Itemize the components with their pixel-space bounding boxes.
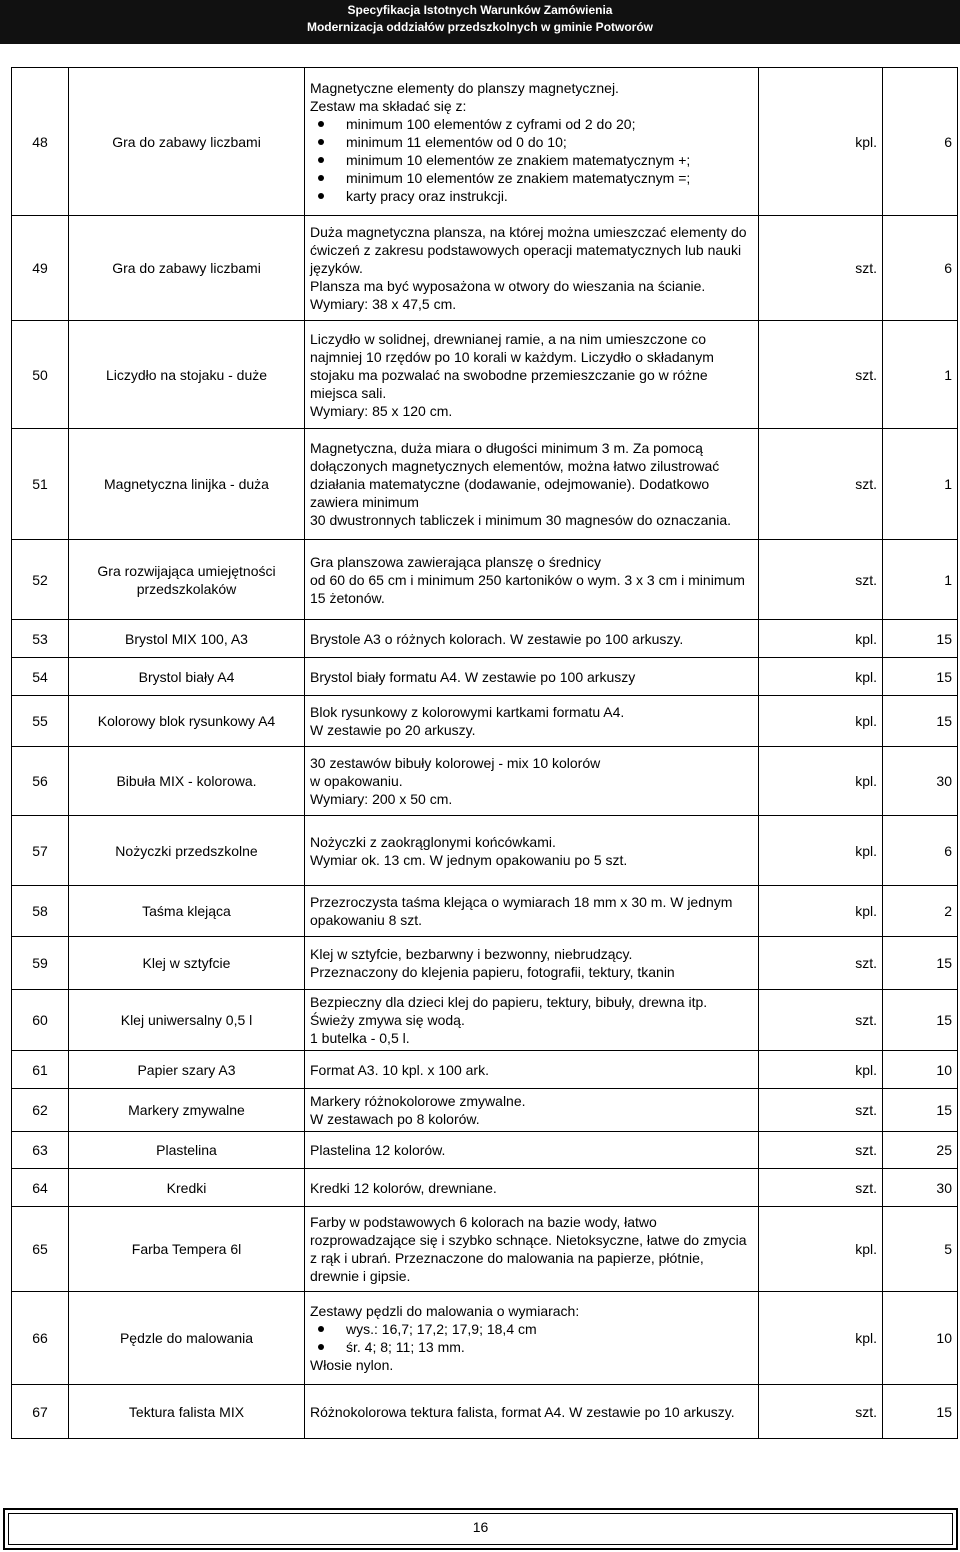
item-description [305,1385,759,1439]
item-unit: szt. [759,1169,883,1207]
description-line: Wymiary: 85 x 120 cm. [310,402,453,419]
item-unit: kpl. [759,1207,883,1292]
description-bullet-list [310,115,753,205]
item-quantity: 6 [883,216,958,321]
item-number: 50 [12,321,69,429]
table-row [12,620,958,658]
description-line: Wymiar ok. 13 cm. W jednym opakowaniu po 5 szt. [310,851,628,868]
item-number: 51 [12,429,69,540]
item-unit: kpl. [759,886,883,937]
item-quantity: 1 [883,429,958,540]
item-number: 67 [12,1385,69,1439]
item-name: Papier szary A3 [69,1051,305,1089]
description-line: Blok rysunkowy z kolorowymi kartkami formatu A4. [310,704,625,720]
description-line: Nożyczki z zaokrąglonymi końcówkami. [310,833,556,850]
item-quantity: 1 [883,321,958,429]
description-line: Brystole A3 o różnych kolorach. W zestawie po 100 arkuszy. [310,630,684,647]
item-name: Nożyczki przedszkolne [69,816,305,886]
description-line: Magnetyczne elementy do planszy magnetycznej. [310,79,619,96]
item-name: Plastelina [69,1132,305,1169]
description-line: Format A3. 10 kpl. x 100 ark. [310,1061,489,1078]
description-line: Magnetyczna, duża miara o długości minimum 3 m. Za pomocą dołączonych magnetycznych elementów, można łatwo zilustrować działania matematyczne (dodawanie, odejmowanie). Dodatkowo zawiera minimum [310,440,720,510]
description-bullet-item: wys.: 16,7; 17,2; 17,9; 18,4 cm [346,1320,753,1338]
description-bullet-list [310,1320,753,1356]
item-number: 53 [12,620,69,658]
item-description [305,747,759,816]
table-row [12,937,958,990]
item-description [305,429,759,540]
item-quantity: 6 [883,68,958,216]
item-quantity: 10 [883,1051,958,1089]
item-description [305,886,759,937]
item-unit: kpl. [759,816,883,886]
description-line: Różnokolorowa tektura falista, format A4. W zestawie po 10 arkuszy. [310,1403,735,1420]
table-row [12,216,958,321]
item-number: 66 [12,1292,69,1385]
item-unit: szt. [759,429,883,540]
table-row [12,816,958,886]
document-title: Specyfikacja Istotnych Warunków Zamówienia [347,3,613,17]
item-unit: kpl. [759,696,883,747]
item-description [305,658,759,696]
item-name: Brystol biały A4 [69,658,305,696]
description-bullet-item: śr. 4; 8; 11; 13 mm. [346,1338,753,1356]
item-description [305,937,759,990]
table-row [12,1207,958,1292]
table-row [12,1132,958,1169]
item-number: 57 [12,816,69,886]
specification-table-body [12,68,958,1439]
item-quantity: 1 [883,540,958,620]
item-quantity: 6 [883,816,958,886]
description-line: Włosie nylon. [310,1357,394,1373]
description-line: Liczydło w solidnej, drewnianej ramie, a na nim umieszczone co najmniej 10 rzędów po 10 korali w każdym. Liczydło o składanym stojaku ma pozwalać na swobodne przemieszczanie go w różne miejsca sali. [310,330,714,401]
description-line: od 60 do 65 cm i minimum 250 kartoników o wym. 3 x 3 cm i minimum 15 żetonów. [310,571,745,606]
table-row [12,747,958,816]
document-subtitle: Modernizacja oddziałów przedszkolnych w gminie Potworów [306,20,654,34]
item-quantity: 2 [883,886,958,937]
item-description [305,696,759,747]
description-line: 1 butelka - 0,5 l. [310,1030,410,1046]
item-name: Klej w sztyfcie [69,937,305,990]
item-name: Pędzle do malowania [69,1292,305,1385]
description-line: Klej w sztyfcie, bezbarwny i bezwonny, niebrudzący. [310,946,633,962]
item-unit: szt. [759,216,883,321]
item-number: 49 [12,216,69,321]
description-line: Brystol biały formatu A4. W zestawie po 100 arkuszy [310,668,636,685]
item-unit: kpl. [759,1292,883,1385]
item-number: 64 [12,1169,69,1207]
description-line: Duża magnetyczna plansza, na której można umieszczać elementy do ćwiczeń z zakresu podstawowych operacji matematycznych lub nauki języków. [310,224,747,276]
item-name: Markery zmywalne [69,1089,305,1132]
table-row [12,321,958,429]
item-unit: szt. [759,321,883,429]
item-name: Brystol MIX 100, A3 [69,620,305,658]
item-name: Klej uniwersalny 0,5 l [69,990,305,1051]
description-line: Gra planszowa zawierająca planszę o średnicy [310,553,602,570]
table-row [12,429,958,540]
item-unit: szt. [759,937,883,990]
description-line: Przeznaczony do klejenia papieru, fotografii, tektury, tkanin [310,964,675,980]
item-quantity: 15 [883,1385,958,1439]
item-unit: kpl. [759,68,883,216]
description-line: Markery różnokolorowe zmywalne. [310,1093,526,1109]
item-unit: szt. [759,1132,883,1169]
item-number: 58 [12,886,69,937]
description-line: Bezpieczny dla dzieci klej do papieru, tektury, bibuły, drewna itp. Świeży zmywa się wodą. [310,994,708,1028]
item-description [305,1051,759,1089]
item-quantity: 25 [883,1132,958,1169]
description-bullet-item: minimum 10 elementów ze znakiem matematycznym +; [346,151,753,169]
item-description [305,216,759,321]
item-description [305,1207,759,1292]
item-unit: kpl. [759,747,883,816]
item-quantity: 30 [883,1169,958,1207]
item-quantity: 30 [883,747,958,816]
item-unit: szt. [759,990,883,1051]
description-line: 30 dwustronnych tabliczek i minimum 30 magnesów do oznaczania. [310,512,731,528]
item-name: Magnetyczna linijka - duża [69,429,305,540]
item-description [305,1132,759,1169]
item-description [305,816,759,886]
item-number: 61 [12,1051,69,1089]
description-line: Farby w podstawowych 6 kolorach na bazie wody, łatwo rozprowadzające się i szybko schnące. Nietoksyczne, łatwe do zmycia z rąk i ubrań. Przeznaczone do malowania na papierze, płótnie, drewnie i gipsie. [310,1214,747,1284]
table-row [12,1292,958,1385]
item-description [305,1169,759,1207]
item-description [305,321,759,429]
description-line: 30 zestawów bibuły kolorowej - mix 10 kolorów [310,755,601,771]
item-quantity: 15 [883,1089,958,1132]
item-number: 52 [12,540,69,620]
item-name: Kolorowy blok rysunkowy A4 [69,696,305,747]
table-row [12,1385,958,1439]
item-unit: szt. [759,1089,883,1132]
item-unit: kpl. [759,1051,883,1089]
description-line: Wymiary: 200 x 50 cm. [310,791,453,807]
description-bullet-item: minimum 11 elementów od 0 do 10; [346,133,753,151]
item-quantity: 15 [883,620,958,658]
description-line: W zestawach po 8 kolorów. [310,1111,480,1127]
item-description [305,1089,759,1132]
item-number: 59 [12,937,69,990]
item-unit: kpl. [759,620,883,658]
item-name: Gra do zabawy liczbami [69,68,305,216]
description-bullet-item: minimum 10 elementów ze znakiem matematycznym =; [346,169,753,187]
item-description [305,620,759,658]
item-quantity: 5 [883,1207,958,1292]
document-header [0,0,960,44]
item-name: Gra rozwijająca umiejętności przedszkolaków [69,540,305,620]
table-row [12,540,958,620]
specification-table [11,67,958,1439]
item-name: Farba Tempera 6l [69,1207,305,1292]
table-row [12,696,958,747]
table-row [12,886,958,937]
item-number: 56 [12,747,69,816]
item-quantity: 15 [883,990,958,1051]
description-line: Kredki 12 kolorów, drewniane. [310,1179,497,1196]
description-line: Plastelina 12 kolorów. [310,1142,446,1158]
table-row [12,68,958,216]
item-quantity: 15 [883,937,958,990]
item-description [305,1292,759,1385]
item-unit: szt. [759,540,883,620]
item-name: Kredki [69,1169,305,1207]
table-row [12,1051,958,1089]
page-number: 16 [472,1519,489,1535]
item-number: 63 [12,1132,69,1169]
item-name: Taśma klejąca [69,886,305,937]
table-row [12,1089,958,1132]
description-line: Zestaw ma składać się z: [310,97,467,114]
description-line: W zestawie po 20 arkuszy. [310,722,476,738]
description-bullet-item: karty pracy oraz instrukcji. [346,187,753,205]
item-unit: szt. [759,1385,883,1439]
item-description [305,540,759,620]
item-name: Gra do zabawy liczbami [69,216,305,321]
description-line: w opakowaniu. [310,773,403,789]
item-description [305,990,759,1051]
item-quantity: 15 [883,658,958,696]
page-footer [3,1508,958,1550]
item-quantity: 10 [883,1292,958,1385]
description-line: Przezroczysta taśma klejąca o wymiarach 18 mm x 30 m. W jednym opakowaniu 8 szt. [310,894,733,928]
item-number: 62 [12,1089,69,1132]
item-number: 54 [12,658,69,696]
item-number: 65 [12,1207,69,1292]
table-row [12,658,958,696]
item-number: 48 [12,68,69,216]
description-line: Plansza ma być wyposażona w otwory do wieszania na ścianie. Wymiary: 38 x 47,5 cm. [310,278,706,312]
item-name: Liczydło na stojaku - duże [69,321,305,429]
item-description [305,68,759,216]
item-number: 60 [12,990,69,1051]
item-number: 55 [12,696,69,747]
table-row [12,1169,958,1207]
description-bullet-item: minimum 100 elementów z cyframi od 2 do 20; [346,115,753,133]
item-unit: kpl. [759,658,883,696]
item-quantity: 15 [883,696,958,747]
description-line: Zestawy pędzli do malowania o wymiarach: [310,1303,580,1319]
item-name: Tektura falista MIX [69,1385,305,1439]
item-name: Bibuła MIX - kolorowa. [69,747,305,816]
table-row [12,990,958,1051]
